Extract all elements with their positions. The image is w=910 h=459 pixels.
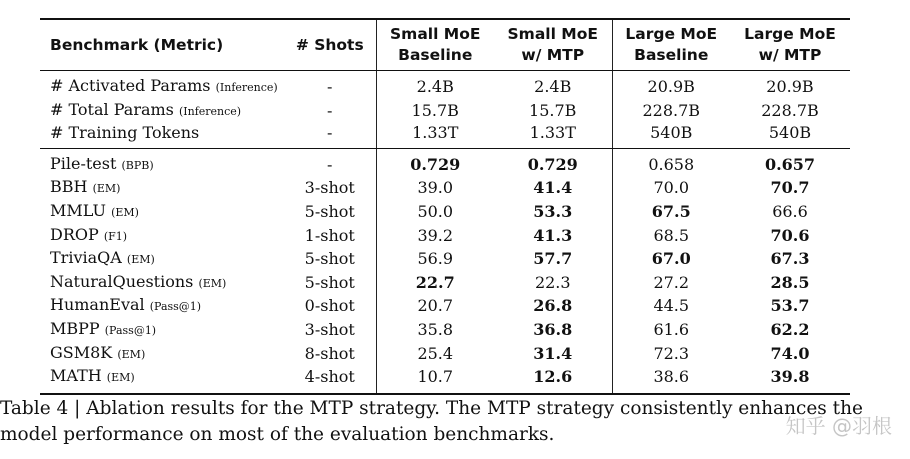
benchmark-name: MATH xyxy=(50,366,102,386)
small-moe-mtp-cell: 15.7B xyxy=(529,100,577,120)
large-moe-baseline-cell: 44.5 xyxy=(612,294,730,318)
small-moe-mtp-cell: 12.6 xyxy=(494,365,612,394)
benchmark-metric: (EM) xyxy=(198,276,227,290)
table-body xyxy=(40,71,850,394)
shots-cell: 4-shot xyxy=(284,365,376,394)
benchmark-metric: (EM) xyxy=(92,182,121,196)
shots-cell: 8-shot xyxy=(304,343,355,363)
large-moe-baseline-cell: 0.658 xyxy=(612,148,730,176)
benchmark-metric: (EM) xyxy=(117,347,146,361)
benchmark-metric: (F1) xyxy=(103,229,128,243)
benchmark-cell xyxy=(40,224,284,248)
benchmark-cell xyxy=(40,247,284,271)
benchmark-name: Pile-test xyxy=(50,153,117,173)
small-moe-baseline-cell: 15.7B xyxy=(376,99,494,123)
table-row xyxy=(40,99,850,123)
small-moe-mtp-cell: 1.33T xyxy=(494,122,612,148)
header-shots: # Shots xyxy=(284,19,376,71)
small-moe-mtp-cell: 41.4 xyxy=(533,178,573,198)
small-moe-baseline-cell: 56.9 xyxy=(376,247,494,271)
benchmark-cell xyxy=(40,99,284,123)
header-small-moe-baseline: Small MoE Baseline xyxy=(376,19,494,71)
small-moe-mtp-cell: 57.7 xyxy=(533,249,573,269)
large-moe-baseline-cell: 61.6 xyxy=(612,318,730,342)
large-moe-baseline-cell: 38.6 xyxy=(612,365,730,394)
table-row xyxy=(40,200,850,224)
large-moe-mtp-cell: 66.6 xyxy=(772,201,808,221)
benchmark-cell xyxy=(40,294,284,318)
small-moe-baseline-cell: 1.33T xyxy=(376,122,494,148)
small-moe-mtp-cell: 0.729 xyxy=(527,154,578,174)
small-moe-baseline-cell: 39.2 xyxy=(376,224,494,248)
shots-cell: - xyxy=(327,154,333,174)
shots-cell: - xyxy=(327,100,333,120)
large-moe-mtp-cell: 39.8 xyxy=(730,365,850,394)
table-row xyxy=(40,176,850,200)
small-moe-mtp-cell: 31.4 xyxy=(533,343,573,363)
benchmark-cell xyxy=(40,122,284,148)
header-small-moe-mtp: Small MoE w/ MTP xyxy=(494,19,612,71)
benchmark-cell xyxy=(40,71,284,99)
large-moe-baseline-cell: 67.0 xyxy=(612,247,730,271)
benchmark-metric: (EM) xyxy=(111,205,139,219)
large-moe-mtp-cell: 70.6 xyxy=(770,225,810,245)
large-moe-mtp-cell: 70.7 xyxy=(770,178,810,198)
small-moe-baseline-cell: 50.0 xyxy=(376,200,494,224)
shots-cell: 5-shot xyxy=(304,272,355,292)
header-large-moe-baseline: Large MoE Baseline xyxy=(612,19,730,71)
table-row xyxy=(40,224,850,248)
table-row xyxy=(40,71,850,99)
benchmark-cell xyxy=(40,200,284,224)
benchmark-name: # Total Params xyxy=(50,99,174,119)
caption-line-2: model performance on most of the evaluation benchmarks. xyxy=(0,424,555,445)
benchmark-metric: (EM) xyxy=(126,253,155,267)
table-caption xyxy=(0,396,905,448)
benchmark-cell xyxy=(40,176,284,200)
small-moe-mtp-cell: 26.8 xyxy=(533,296,573,316)
large-moe-mtp-cell: 28.5 xyxy=(770,272,810,292)
benchmark-cell xyxy=(40,148,284,176)
shots-cell: 5-shot xyxy=(304,201,355,221)
table-row xyxy=(40,294,850,318)
shots-cell: - xyxy=(327,77,333,96)
large-moe-mtp-cell: 228.7B xyxy=(761,100,819,120)
header-row xyxy=(40,19,850,71)
large-moe-baseline-cell: 27.2 xyxy=(612,271,730,295)
large-moe-mtp-cell: 540B xyxy=(730,122,850,148)
benchmark-metric: (Inference) xyxy=(215,81,278,94)
benchmark-name: HumanEval xyxy=(50,295,145,315)
small-moe-baseline-cell: 39.0 xyxy=(376,176,494,200)
small-moe-mtp-cell: 53.3 xyxy=(533,201,573,221)
table-row xyxy=(40,365,850,394)
benchmark-cell xyxy=(40,342,284,366)
large-moe-baseline-cell: 540B xyxy=(612,122,730,148)
small-moe-mtp-cell: 22.3 xyxy=(534,272,571,292)
benchmark-name: # Activated Params xyxy=(50,76,211,95)
ablation-results-table xyxy=(40,18,850,395)
large-moe-baseline-cell: 68.5 xyxy=(612,224,730,248)
header-large-moe-mtp: Large MoE w/ MTP xyxy=(730,19,850,71)
small-moe-baseline-cell: 20.7 xyxy=(376,294,494,318)
small-moe-baseline-cell: 2.4B xyxy=(376,71,494,99)
benchmark-cell xyxy=(40,271,284,295)
benchmark-name: # Training Tokens xyxy=(50,123,200,143)
benchmark-metric: (EM) xyxy=(106,371,135,385)
table-row xyxy=(40,122,850,148)
small-moe-mtp-cell: 36.8 xyxy=(533,319,573,339)
large-moe-baseline-cell: 20.9B xyxy=(612,71,730,99)
shots-cell: 0-shot xyxy=(304,296,355,316)
benchmark-metric: (Pass@1) xyxy=(104,323,157,337)
large-moe-mtp-cell: 74.0 xyxy=(770,343,810,363)
table-row xyxy=(40,342,850,366)
benchmark-name: NaturalQuestions xyxy=(50,271,194,291)
small-moe-baseline-cell: 0.729 xyxy=(376,148,494,176)
large-moe-baseline-cell: 67.5 xyxy=(612,200,730,224)
small-moe-baseline-cell: 25.4 xyxy=(376,342,494,366)
small-moe-baseline-cell: 35.8 xyxy=(376,318,494,342)
large-moe-mtp-cell: 20.9B xyxy=(766,77,814,96)
benchmark-metric: (Inference) xyxy=(178,104,242,118)
table-row xyxy=(40,247,850,271)
benchmark-name: MMLU xyxy=(50,200,106,220)
large-moe-mtp-cell: 67.3 xyxy=(770,249,810,269)
benchmark-name: MBPP xyxy=(50,318,100,338)
shots-cell: 3-shot xyxy=(304,178,355,198)
benchmark-cell xyxy=(40,365,284,394)
shots-cell: 5-shot xyxy=(304,249,355,269)
benchmark-name: TriviaQA xyxy=(50,248,122,268)
large-moe-mtp-cell: 0.657 xyxy=(764,154,816,174)
benchmark-name: DROP xyxy=(50,224,99,244)
small-moe-baseline-cell: 22.7 xyxy=(376,271,494,295)
large-moe-baseline-cell: 70.0 xyxy=(612,176,730,200)
small-moe-baseline-cell: 10.7 xyxy=(376,365,494,394)
header-benchmark: Benchmark (Metric) xyxy=(40,19,284,71)
small-moe-mtp-cell: 41.3 xyxy=(533,225,573,245)
table-row xyxy=(40,148,850,176)
zhihu-watermark: 知乎 @羽根 xyxy=(785,414,892,438)
results-table-wrapper xyxy=(40,18,850,395)
shots-cell: - xyxy=(284,122,376,148)
shots-cell: 3-shot xyxy=(304,319,355,339)
large-moe-mtp-cell: 53.7 xyxy=(770,296,810,316)
caption-line-1: Table 4 | Ablation results for the MTP strategy. The MTP strategy consistently enhances the xyxy=(0,398,863,419)
large-moe-baseline-cell: 228.7B xyxy=(612,99,730,123)
benchmark-name: GSM8K xyxy=(50,342,113,362)
large-moe-baseline-cell: 72.3 xyxy=(612,342,730,366)
benchmark-cell xyxy=(40,318,284,342)
table-row xyxy=(40,318,850,342)
benchmark-metric: (Pass@1) xyxy=(149,300,202,314)
small-moe-mtp-cell: 2.4B xyxy=(534,77,572,96)
table-row xyxy=(40,271,850,295)
large-moe-mtp-cell: 62.2 xyxy=(770,319,810,339)
benchmark-metric: (BPB) xyxy=(121,158,154,172)
shots-cell: 1-shot xyxy=(304,225,355,245)
benchmark-name: BBH xyxy=(50,177,88,197)
